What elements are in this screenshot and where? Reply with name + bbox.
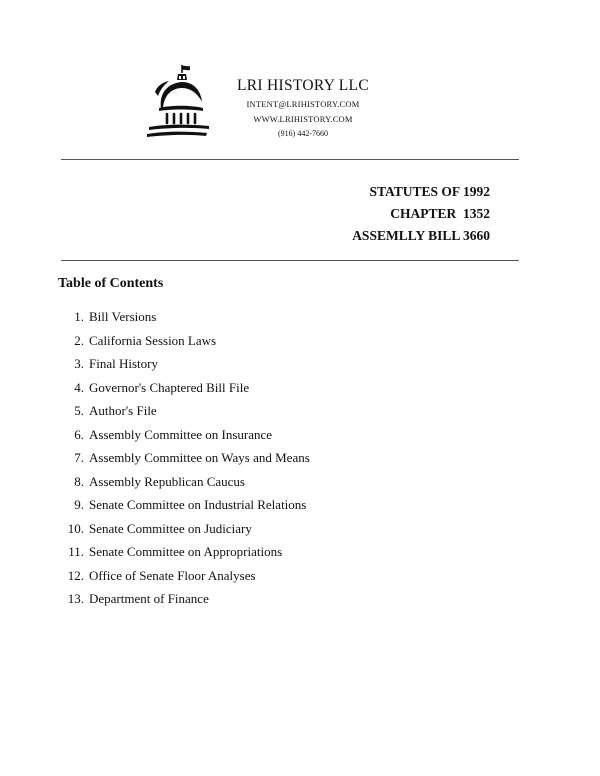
toc-item-label: Senate Committee on Judiciary [89, 520, 252, 536]
toc-item-number: 8. [74, 473, 84, 489]
toc-item-number: 1. [74, 309, 84, 324]
toc-item-number: 5. [74, 403, 84, 418]
toc-item-number: 7. [74, 450, 84, 465]
header-divider [61, 159, 519, 160]
toc-item-label: Senate Committee on Appropriations [89, 544, 283, 559]
toc-item-label: Department of Finance [89, 591, 209, 606]
toc-item [58, 352, 310, 376]
statute-divider [61, 260, 519, 261]
toc-item [58, 423, 310, 447]
toc-item [58, 446, 310, 470]
toc-item-number: 13. [67, 591, 84, 606]
toc-item-number: 6. [74, 426, 84, 442]
toc-item-number: 4. [74, 379, 84, 395]
toc-item [58, 587, 310, 611]
toc-item [58, 376, 310, 400]
statutes-line: STATUTES OF 1992 [369, 184, 490, 199]
toc-item-number: 2. [74, 332, 84, 348]
toc-item [58, 517, 310, 541]
statute-block [352, 181, 490, 247]
toc-item-number: 11. [68, 544, 84, 559]
company-phone: (916) 442-7660 [278, 129, 328, 138]
toc-item-label: Senate Committee on Industrial Relations [89, 497, 307, 512]
toc-item [58, 305, 310, 329]
toc-item-label: Governor's Chaptered Bill File [89, 379, 250, 395]
chapter-line: CHAPTER 1352 [390, 206, 490, 221]
toc-item-number: 12. [67, 567, 84, 583]
bill-line: ASSEMLLY BILL 3660 [352, 228, 490, 243]
toc-item-number: 3. [74, 356, 84, 371]
toc-item-label: Assembly Committee on Insurance [89, 426, 273, 442]
company-name: LRI HISTORY LLC [237, 77, 369, 94]
toc-item [58, 540, 310, 564]
toc-item-label: California Session Laws [89, 332, 217, 348]
toc-list [58, 305, 310, 611]
toc-item [58, 399, 310, 423]
toc-item [58, 470, 310, 494]
toc-item-label: Final History [89, 356, 158, 371]
toc-item [58, 329, 310, 353]
toc-item [58, 493, 310, 517]
capitol-dome-icon [145, 64, 211, 140]
toc-item-label: Bill Versions [89, 309, 157, 324]
company-website: WWW.LRIHISTORY.COM [253, 114, 353, 124]
toc-title: Table of Contents [58, 276, 164, 291]
toc-item-number: 9. [74, 497, 84, 512]
toc-item-label: Office of Senate Floor Analyses [89, 567, 256, 583]
toc-item-label: Author's File [89, 403, 157, 418]
toc-item-number: 10. [67, 520, 84, 536]
company-email: INTENT@LRIHISTORY.COM [246, 99, 360, 109]
toc-item-label: Assembly Committee on Ways and Means [89, 450, 310, 465]
toc-item-label: Assembly Republican Caucus [89, 473, 245, 489]
toc-item [58, 564, 310, 588]
